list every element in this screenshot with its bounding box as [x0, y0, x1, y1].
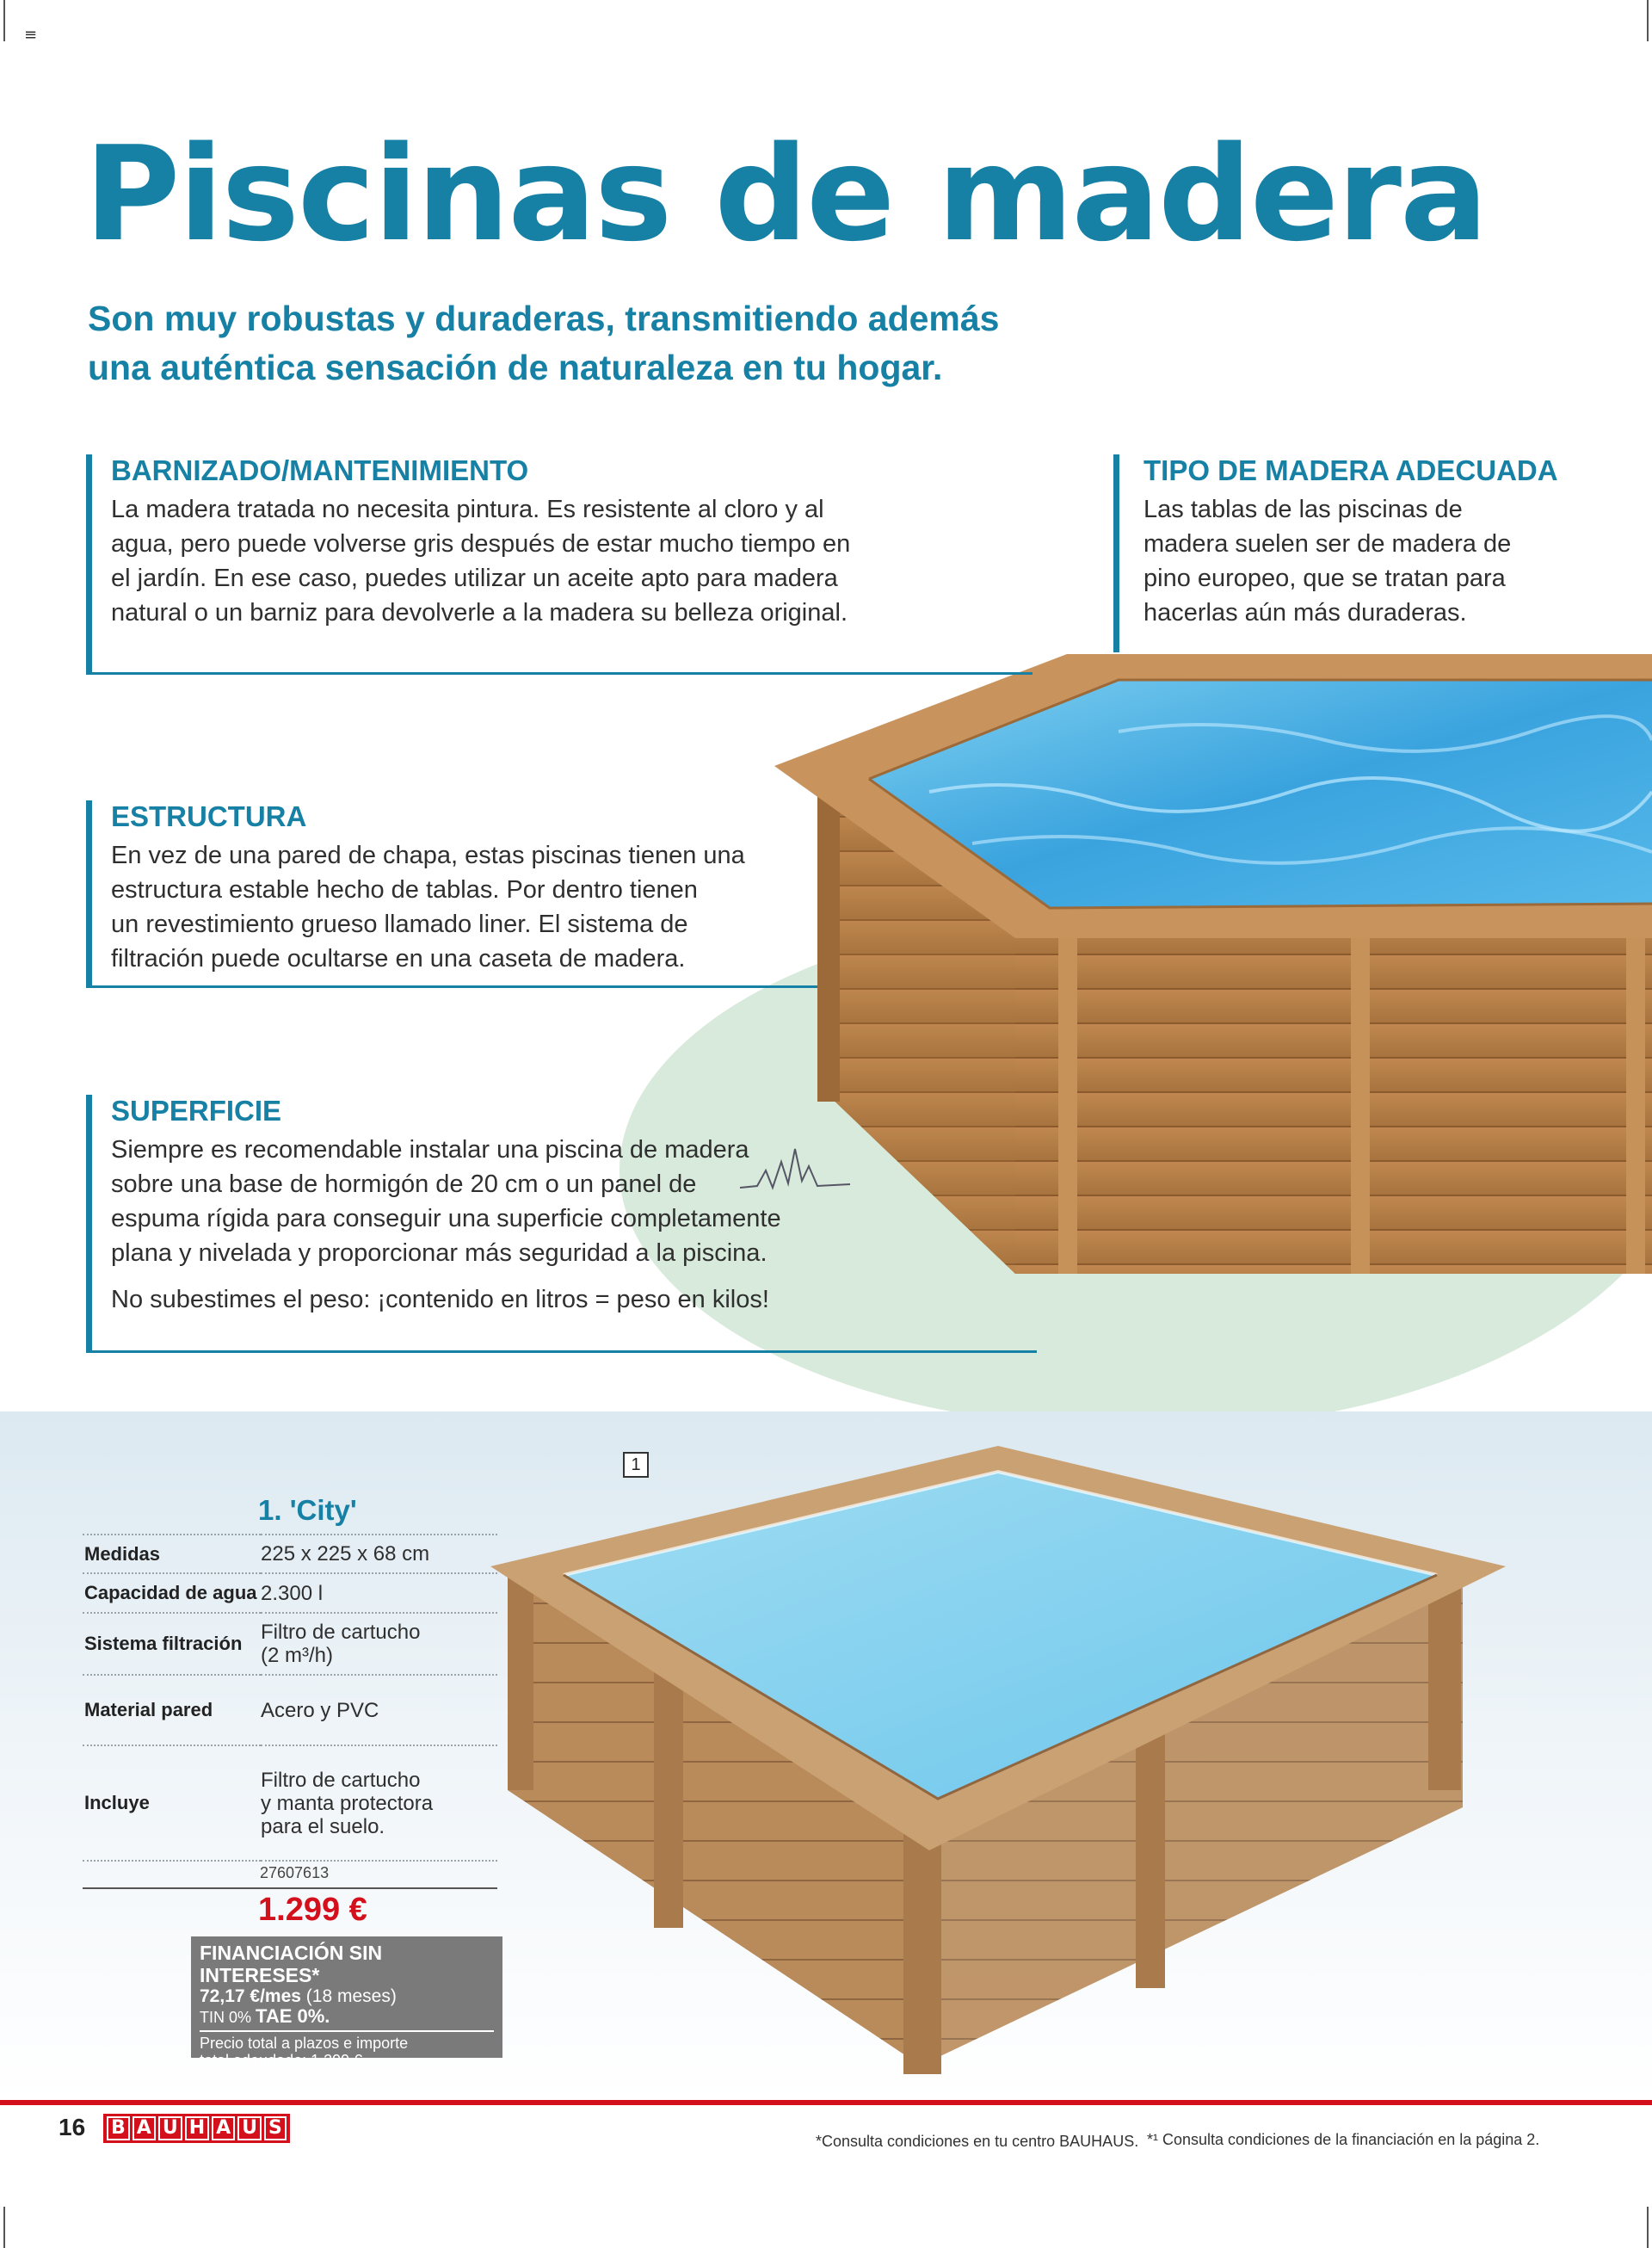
footnote: *Consulta condiciones en tu centro BAUHAUS.	[816, 2133, 1139, 2150]
financing-rates: TIN 0% TAE 0%.	[200, 2005, 330, 2027]
spec-key: Capacidad de agua	[84, 1582, 257, 1603]
subtitle-line: Son muy robustas y duraderas, transmitiendo además	[88, 299, 1000, 338]
spec-table	[83, 1534, 497, 1864]
crop-mark-bottom-right	[1647, 2207, 1649, 2248]
spec-key: Medidas	[84, 1542, 161, 1565]
spec-value: 225 x 225 x 68 cm	[261, 1542, 430, 1566]
page-title: Piscinas de madera	[84, 118, 1487, 270]
section-heading: TIPO DE MADERA ADECUADA	[1143, 454, 1558, 486]
spec-row-capacidad	[83, 1573, 497, 1613]
section-text: Las tablas de las piscinas de madera suelen ser de madera de pino europeo, que se tratan para hacerlas aún más duraderas.	[1143, 496, 1512, 627]
section-text: En vez de una pared de chapa, estas piscinas tienen una estructura estable hecho de tablas. Por dentro tienen un revestimiento grueso llamado liner. El sistema de filtración puede ocultarse en una caseta de madera.	[111, 842, 745, 973]
section-text: Siempre es recomendable instalar una piscina de madera sobre una base de hormigón de 20 cm o un panel de espuma rígida para conseguir una superficie completamente plana y nivelada y proporcionar más seguridad a la piscina.	[111, 1136, 781, 1267]
page-number: 16	[59, 2114, 86, 2140]
product-price: 1.299 €	[258, 1892, 367, 1928]
section-text: La madera tratada no necesita pintura. Es resistente al cloro y al agua, pero puede volverse gris después de estar mucho tiempo en el jardín. En ese caso, puedes utilizar un aceite apto para madera natural o un barniz para devolverle a la madera su belleza original.	[111, 496, 851, 627]
subtitle-line: una auténtica sensación de naturaleza en tu hogar.	[88, 348, 943, 387]
spec-key: Incluye	[84, 1792, 150, 1813]
crop-mark-bottom-left	[3, 2207, 5, 2248]
spec-row-filtracion	[83, 1613, 497, 1675]
weight-note: No subestimes el peso: ¡contenido en litros = peso en kilos!	[111, 1286, 769, 1313]
section-heading: ESTRUCTURA	[111, 800, 307, 832]
financing-box	[191, 1936, 502, 2069]
info-box-tipo-madera	[1113, 454, 1578, 652]
spec-row-incluye	[83, 1745, 497, 1861]
spec-value: Filtro de cartucho (2 m³/h)	[261, 1621, 421, 1667]
financing-heading: FINANCIACIÓN SIN INTERESES*	[200, 1942, 383, 1986]
section-heading: SUPERFICIE	[111, 1095, 282, 1127]
info-box-estructura	[86, 800, 817, 988]
product-name: 1. 'City'	[258, 1494, 357, 1526]
menu-icon[interactable]: ≡	[24, 26, 38, 44]
page-subtitle	[88, 294, 1034, 392]
bauhaus-logo: B A U H A U S	[103, 2114, 290, 2143]
info-box-barnizado	[86, 454, 1032, 675]
spec-row-medidas	[83, 1535, 497, 1573]
square-wooden-pool-image	[482, 1446, 1532, 2074]
image-number-badge: 1	[623, 1452, 649, 1478]
article-number: 27607613	[260, 1864, 330, 1881]
info-box-superficie	[86, 1095, 1037, 1353]
spec-value: 2.300 l	[261, 1581, 324, 1605]
crop-mark-top-left	[3, 0, 5, 41]
financing-total: Precio total a plazos e importe total adeudado: 1.299 €	[200, 2035, 409, 2069]
divider	[200, 2030, 494, 2032]
footer-divider	[0, 2100, 1652, 2105]
spec-row-material	[83, 1675, 497, 1745]
spec-value: Acero y PVC	[261, 1698, 379, 1722]
footnote: *¹ Consulta condiciones de la financiación en la página 2.	[1147, 2131, 1540, 2148]
spec-key: Material pared	[84, 1699, 213, 1720]
crop-mark-top-right	[1647, 0, 1649, 41]
divider	[83, 1887, 497, 1889]
spec-value: Filtro de cartucho y manta protectora para el suelo.	[261, 1768, 434, 1838]
section-heading: BARNIZADO/MANTENIMIENTO	[111, 454, 529, 486]
financing-monthly: 72,17 €/mes (18 meses)	[200, 1986, 397, 2006]
spec-key: Sistema filtración	[84, 1633, 243, 1654]
